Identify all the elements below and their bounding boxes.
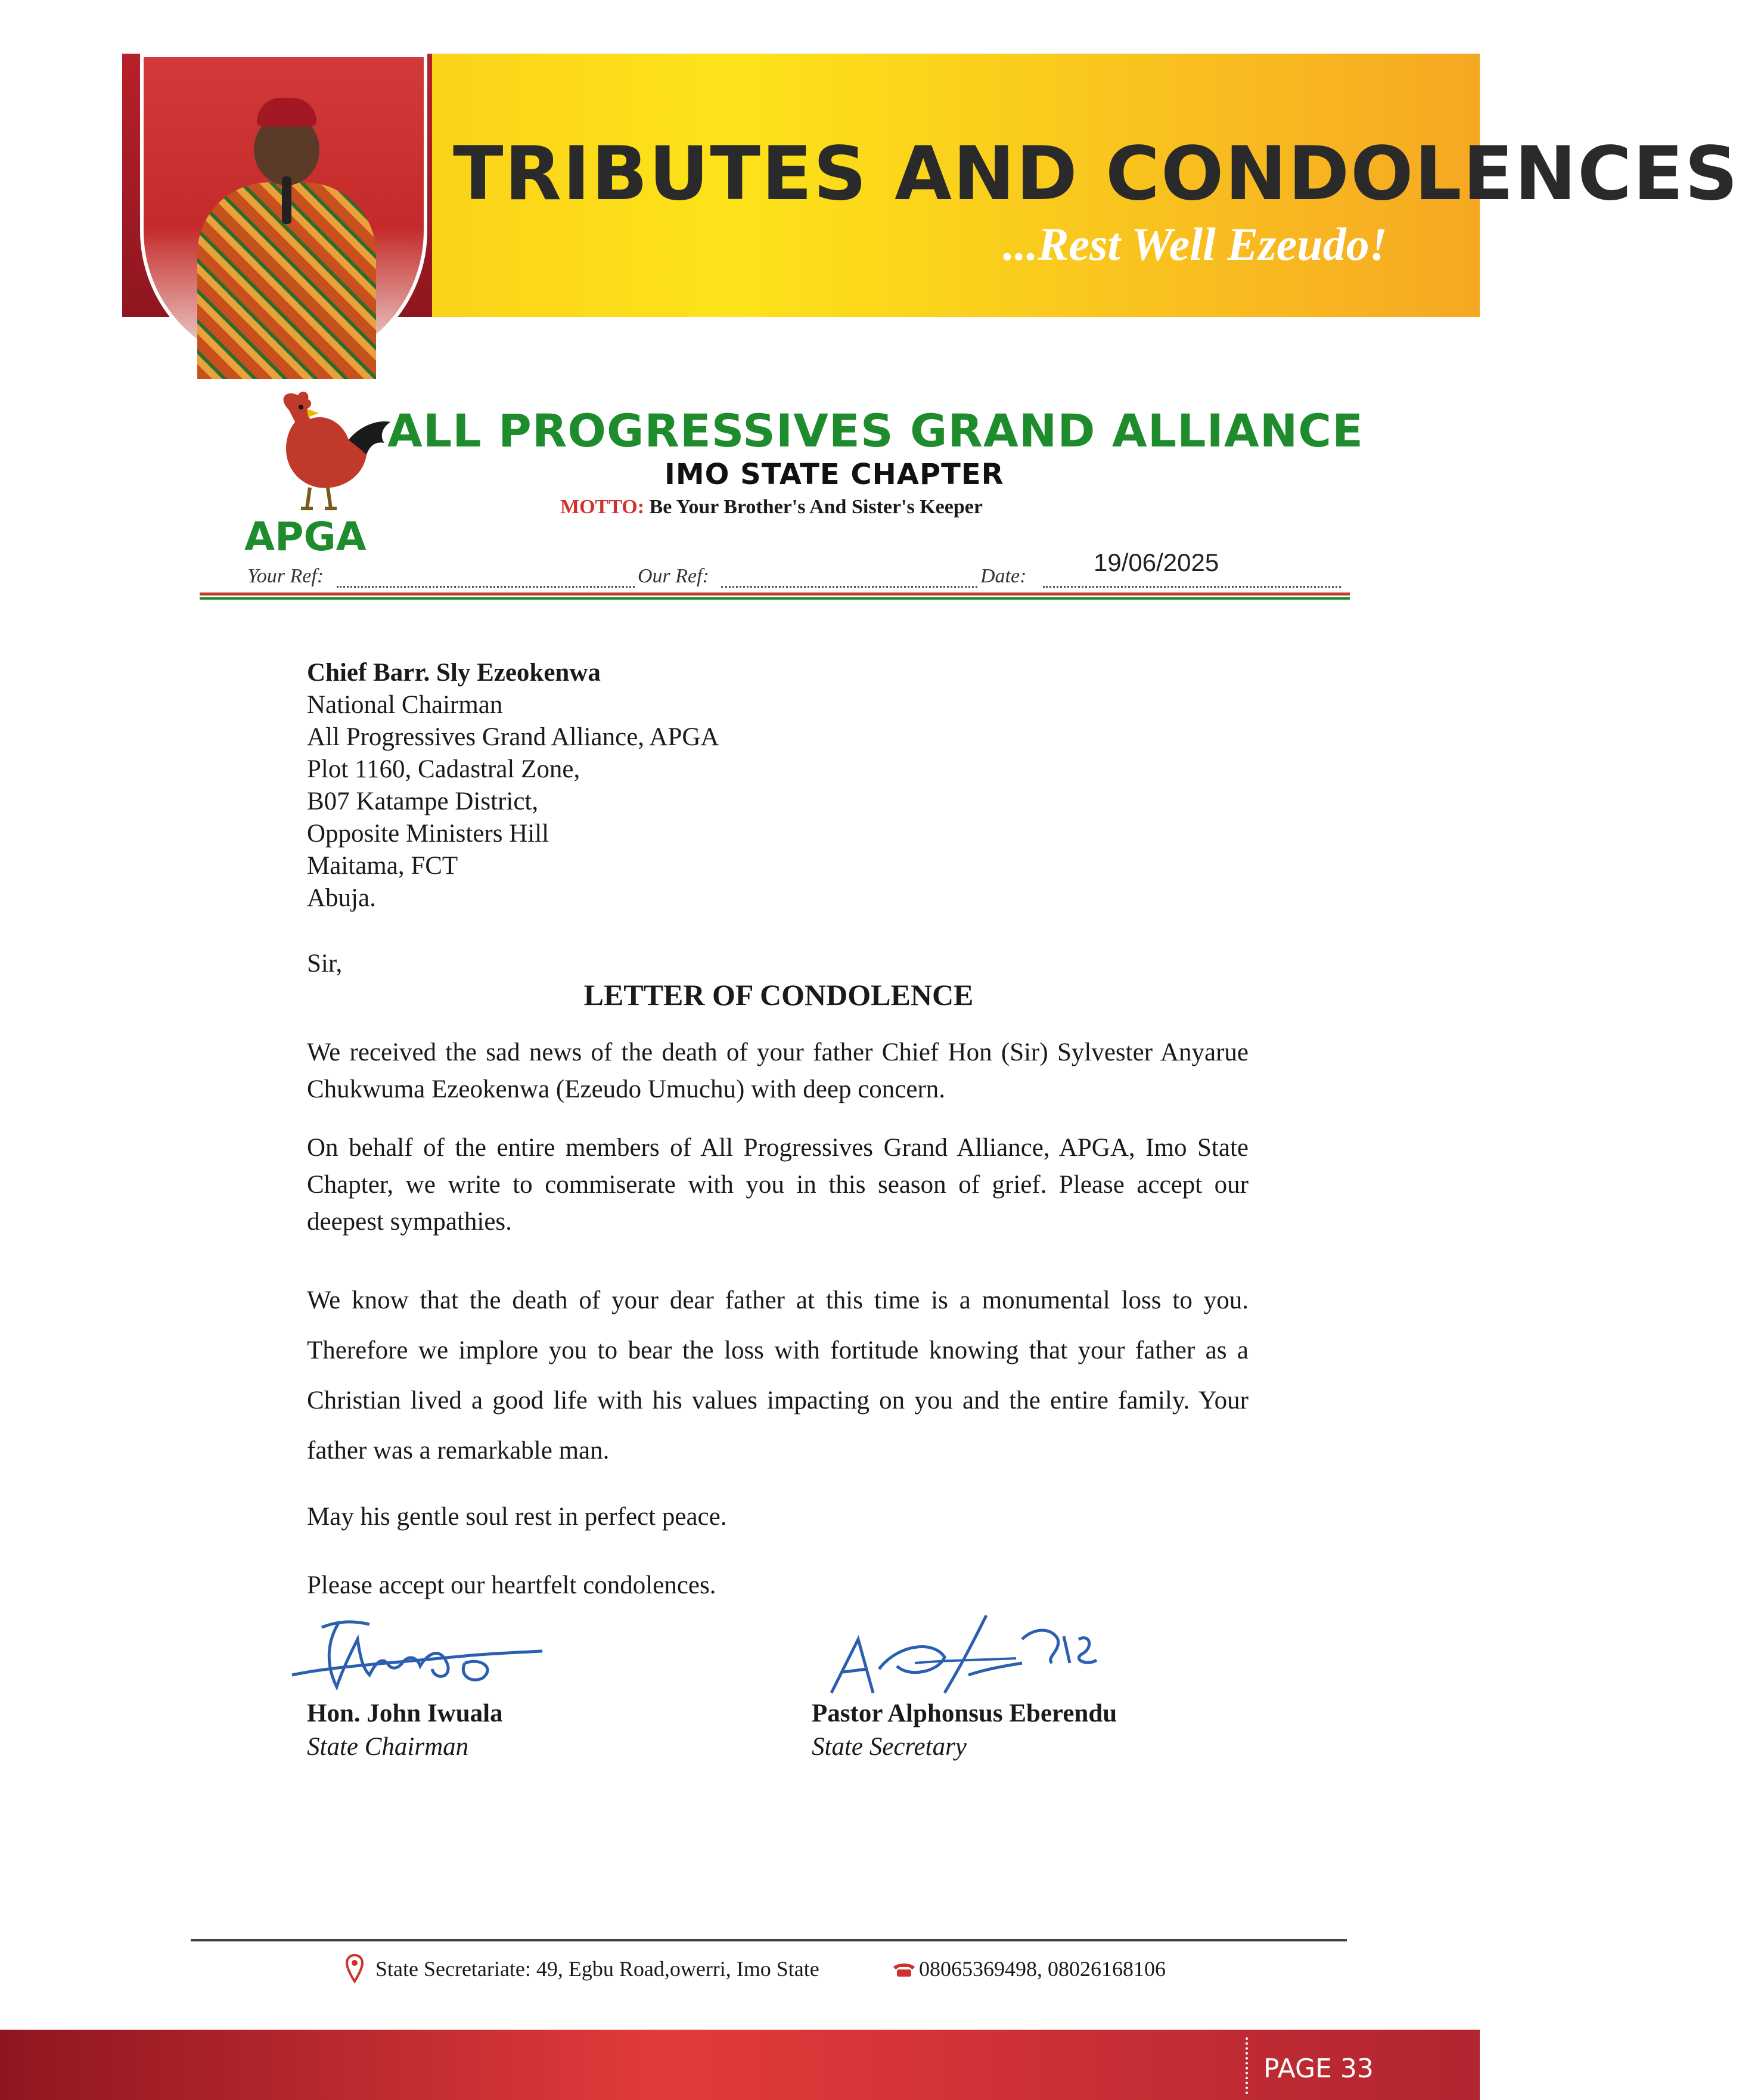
rooster-logo-icon [253, 386, 396, 517]
footer-rule [191, 1939, 1347, 1941]
secretary-signature [825, 1603, 1100, 1705]
letter-title: LETTER OF CONDOLENCE [583, 978, 974, 1012]
party-name: ALL PROGRESSIVES GRAND ALLIANCE [387, 404, 1364, 457]
signatory-role: State Secretary [812, 1733, 967, 1761]
our-ref-field [721, 586, 977, 588]
date-field [1043, 586, 1341, 588]
signatory-name: Hon. John Iwuala [307, 1699, 503, 1727]
recipient-line: B07 Katampe District, [307, 787, 539, 815]
paragraph: We received the sad news of the death of your father Chief Hon (Sir) Sylvester Anyarue Chukwuma Ezeokenwa (Ezeudo Umuchu) with deep concern. [307, 1038, 1249, 1103]
date-value: 19/06/2025 [1094, 548, 1219, 576]
page-subtitle: ...Rest Well Ezeudo! [1002, 218, 1387, 270]
recipient-line: Maitama, FCT [307, 852, 458, 880]
your-ref-field [337, 586, 635, 588]
signatory-name: Pastor Alphonsus Eberendu [812, 1699, 1117, 1727]
location-pin-icon [346, 1954, 364, 1984]
recipient-line: Plot 1160, Cadastral Zone, [307, 755, 580, 783]
portrait-photo [140, 54, 427, 371]
paragraph: May his gentle soul rest in perfect peace. [307, 1503, 727, 1531]
date-label: Date: [980, 565, 1027, 587]
recipient-name: Chief Barr. Sly Ezeokenwa [307, 659, 601, 687]
your-ref-label: Your Ref: [247, 565, 324, 587]
recipient-line: Opposite Ministers Hill [307, 820, 549, 848]
recipient-line: Abuja. [307, 884, 376, 912]
page-number: PAGE 33 [1263, 2054, 1374, 2084]
motto-label: MOTTO: [560, 496, 645, 518]
salutation: Sir, [307, 950, 343, 978]
page-footer-bar [0, 2030, 1480, 2100]
microphone-icon [282, 176, 291, 224]
letterhead-rule-red [200, 593, 1350, 595]
page-number-separator [1246, 2037, 1248, 2094]
our-ref-label: Our Ref: [638, 565, 709, 587]
party-abbreviation: APGA [244, 514, 367, 560]
telephone-icon [891, 1961, 917, 1978]
chapter-name: IMO STATE CHAPTER [664, 458, 1004, 491]
chairman-signature [286, 1603, 548, 1705]
recipient-line: All Progressives Grand Alliance, APGA [307, 723, 719, 751]
letterhead-rule-green [200, 597, 1350, 600]
footer-address: State Secretariate: 49, Egbu Road,owerri, Imo State [375, 1957, 819, 1981]
paragraph: We know that the death of your dear father at this time is a monumental loss to you. Therefore we implore you to bear the loss with fortitude knowing that your father as a Christian lived a good life with his values impacting on you and the entire family. Your father was a remarkable man. [307, 1286, 1249, 1465]
page-title: TRIBUTES AND CONDOLENCES [453, 131, 1739, 217]
portrait-red-cap [257, 98, 316, 126]
motto [560, 496, 983, 519]
motto-text: Be Your Brother's And Sister's Keeper [649, 496, 983, 518]
footer-phones: 08065369498, 08026168106 [919, 1957, 1166, 1981]
signatory-role: State Chairman [307, 1733, 469, 1761]
paragraph: Please accept our heartfelt condolences. [307, 1571, 716, 1599]
paragraph: On behalf of the entire members of All Progressives Grand Alliance, APGA, Imo State Chapter, we write to commiserate with you in this season of grief. Please accept our deepest sympathies. [307, 1134, 1249, 1236]
recipient-line: National Chairman [307, 691, 503, 719]
